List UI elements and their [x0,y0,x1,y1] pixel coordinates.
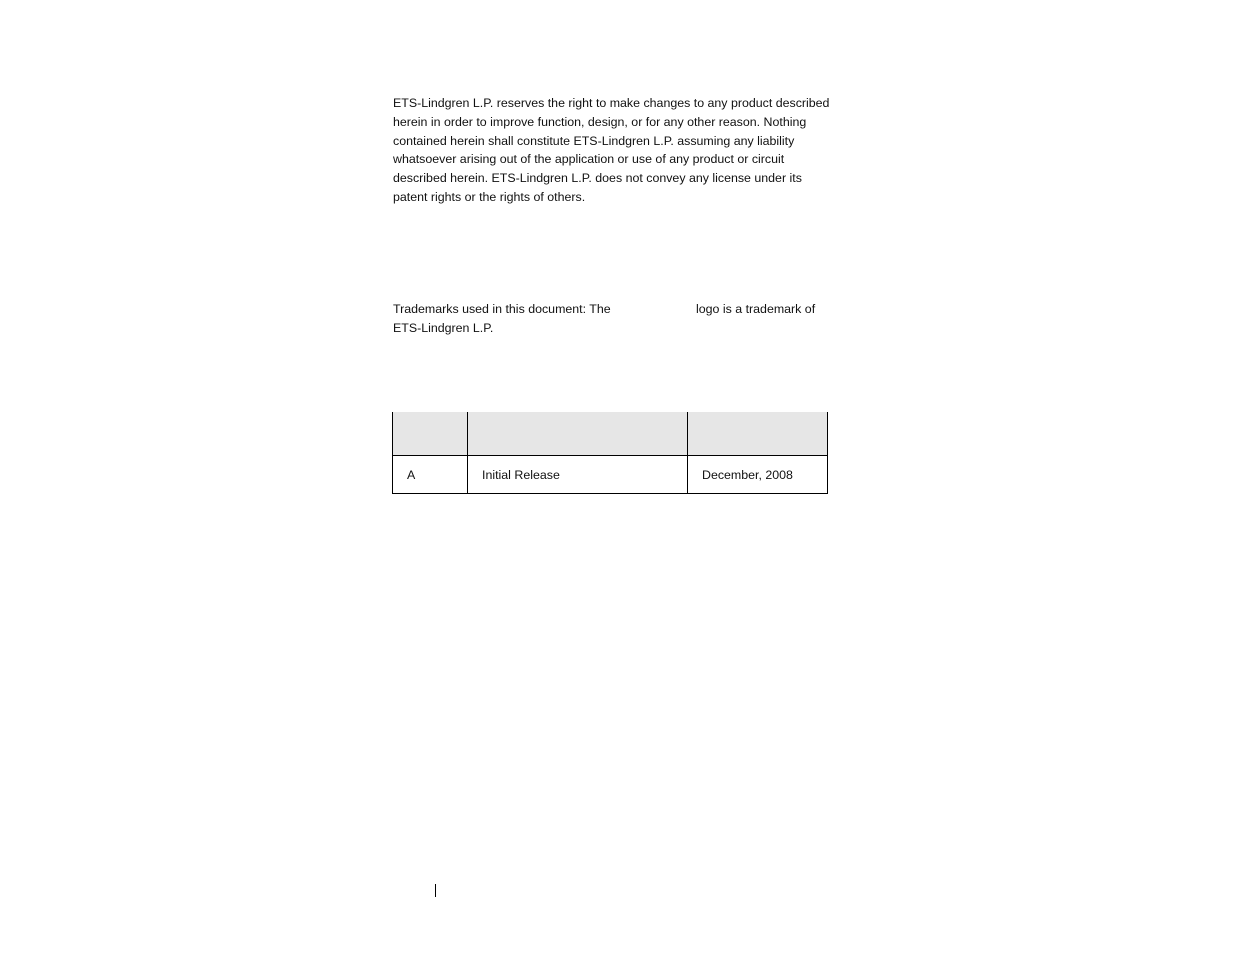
table-row [393,456,828,494]
revision-cell: A [393,456,468,494]
disclaimer-paragraph: ETS-Lindgren L.P. reserves the right to make changes to any product described herein in order to improve function, design, or for any other reason. Nothing contained herein shall constitute ETS-Lindgren L.P. assuming any liability whatsoever arising out of the application or use of any product or circuit described herein. ETS-Lindgren L.P. does not convey any license under its patent rights or the rights of others. [393,96,830,204]
header-date [688,412,828,456]
revision-history-table [392,412,828,494]
date-cell: December, 2008 [688,456,828,494]
table-header-row [393,412,828,456]
trademark-text-start: Trademarks used in this document: The [393,302,611,316]
trademark-notice [393,300,833,340]
trademark-text-end: logo is a trademark of [696,302,816,316]
header-description [468,412,688,456]
description-cell: Initial Release [468,456,688,494]
change-bar [435,884,436,897]
header-revision [393,412,468,456]
trademark-owner: ETS-Lindgren L.P. [393,320,494,335]
